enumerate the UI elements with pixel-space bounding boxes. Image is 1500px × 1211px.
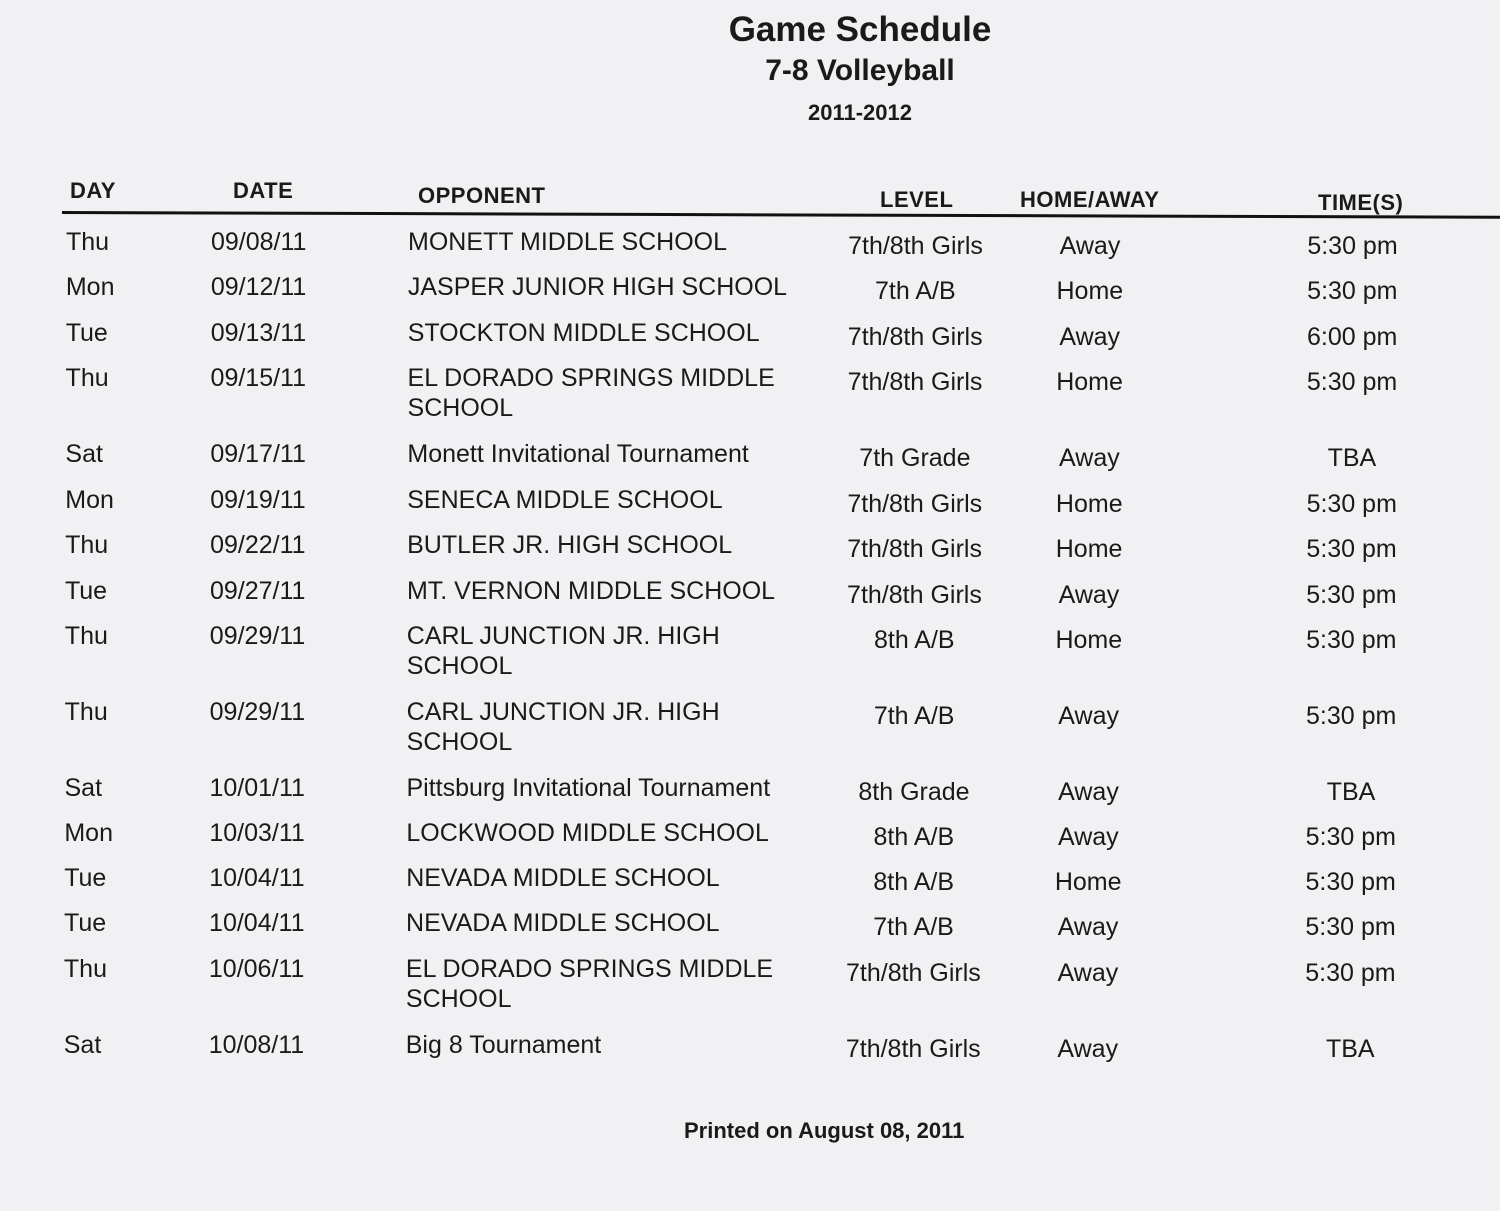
column-header-home-away: HOME/AWAY (1020, 187, 1160, 212)
row-opponent: SENECA MIDDLE SCHOOL (407, 486, 723, 514)
column-header-day: DAY (70, 178, 116, 203)
row-home-away: Home (1056, 368, 1123, 396)
row-opponent: STOCKTON MIDDLE SCHOOL (407, 319, 760, 347)
row-opponent: EL DORADO SPRINGS MIDDLE SCHOOL (405, 955, 774, 1013)
row-time: 6:00 pm (1307, 323, 1398, 351)
column-header-date: DATE (233, 178, 294, 203)
row-opponent: MONETT MIDDLE SCHOOL (408, 228, 728, 256)
row-day: Tue (64, 577, 108, 605)
season-label: 2011-2012 (808, 100, 912, 125)
row-opponent: CARL JUNCTION JR. HIGH SCHOOL (406, 622, 720, 680)
row-day: Tue (64, 864, 107, 892)
row-date: 09/19/11 (210, 486, 306, 514)
row-home-away: Home (1054, 868, 1122, 896)
row-time: 5:30 pm (1305, 702, 1397, 730)
row-date: 09/12/11 (210, 273, 307, 301)
row-date: 10/04/11 (209, 909, 305, 937)
row-day: Tue (65, 319, 108, 347)
row-level: 8th Grade (858, 778, 970, 806)
row-level: 7th A/B (873, 913, 954, 941)
page-subtitle: 7-8 Volleyball (765, 54, 955, 87)
row-date: 10/06/11 (208, 955, 305, 983)
row-time: TBA (1327, 444, 1377, 472)
row-home-away: Home (1055, 535, 1123, 563)
row-home-away: Away (1057, 1035, 1119, 1063)
row-time: TBA (1325, 1035, 1375, 1063)
row-home-away: Away (1058, 581, 1120, 609)
row-home-away: Away (1057, 913, 1119, 941)
row-date: 10/08/11 (208, 1031, 305, 1059)
row-home-away: Home (1056, 277, 1124, 305)
row-opponent: JASPER JUNIOR HIGH SCHOOL (407, 273, 788, 301)
column-header-level: LEVEL (880, 187, 954, 212)
row-day: Mon (65, 486, 114, 514)
row-level: 7th/8th Girls (847, 535, 982, 563)
row-level: 7th A/B (873, 702, 955, 730)
row-opponent: EL DORADO SPRINGS MIDDLE SCHOOL (407, 364, 775, 422)
row-date: 10/04/11 (209, 864, 305, 892)
row-opponent: Big 8 Tournament (405, 1031, 602, 1059)
row-time: 5:30 pm (1305, 868, 1396, 896)
row-day: Sat (63, 1031, 102, 1059)
row-date: 09/08/11 (211, 228, 307, 256)
row-date: 09/27/11 (209, 577, 306, 605)
column-header-opponent: OPPONENT (418, 183, 546, 208)
row-day: Thu (64, 698, 108, 726)
row-day: Mon (65, 273, 115, 301)
row-level: 7th/8th Girls (847, 323, 983, 351)
page-title: Game Schedule (728, 10, 992, 49)
row-time: 5:30 pm (1305, 913, 1396, 941)
row-day: Tue (64, 909, 107, 937)
row-level: 7th/8th Girls (846, 959, 981, 987)
row-home-away: Home (1055, 626, 1123, 654)
row-level: 7th/8th Girls (847, 368, 983, 396)
row-time: 5:30 pm (1307, 277, 1398, 305)
row-time: 5:30 pm (1306, 626, 1397, 654)
row-date: 09/17/11 (210, 440, 306, 468)
row-home-away: Away (1057, 959, 1119, 987)
row-opponent: NEVADA MIDDLE SCHOOL (406, 909, 720, 937)
row-date: 10/01/11 (209, 774, 305, 802)
row-home-away: Away (1058, 823, 1119, 851)
row-level: 7th/8th Girls (847, 581, 982, 609)
row-home-away: Away (1058, 702, 1119, 730)
row-level: 7th/8th Girls (845, 1035, 981, 1063)
row-time: 5:30 pm (1306, 535, 1397, 563)
row-day: Mon (64, 819, 113, 847)
row-opponent: CARL JUNCTION JR. HIGH SCHOOL (406, 698, 720, 756)
row-home-away: Away (1059, 232, 1121, 260)
row-time: 5:30 pm (1305, 959, 1396, 987)
row-time: 5:30 pm (1307, 232, 1398, 260)
row-time: 5:30 pm (1306, 490, 1397, 518)
row-level: 8th A/B (873, 868, 954, 896)
row-day: Thu (65, 364, 109, 392)
row-opponent: LOCKWOOD MIDDLE SCHOOL (406, 819, 769, 847)
row-home-away: Away (1059, 323, 1121, 351)
row-date: 09/29/11 (209, 622, 306, 650)
row-day: Thu (63, 955, 107, 983)
row-day: Thu (65, 531, 109, 559)
row-date: 09/29/11 (209, 698, 306, 726)
row-home-away: Home (1055, 490, 1123, 518)
row-level: 8th A/B (873, 626, 955, 654)
row-home-away: Away (1058, 778, 1119, 806)
row-date: 09/15/11 (210, 364, 307, 392)
row-opponent: NEVADA MIDDLE SCHOOL (406, 864, 720, 892)
row-opponent: MT. VERNON MIDDLE SCHOOL (406, 577, 776, 605)
row-time: 5:30 pm (1306, 581, 1397, 609)
row-time: TBA (1326, 778, 1376, 806)
row-level: 7th A/B (875, 277, 956, 305)
row-level: 7th/8th Girls (847, 490, 983, 518)
row-date: 09/13/11 (210, 319, 307, 347)
row-opponent: Monett Invitational Tournament (407, 440, 749, 468)
row-opponent: Pittsburg Invitational Tournament (406, 774, 771, 802)
row-level: 8th A/B (873, 823, 955, 851)
row-level: 7th Grade (859, 444, 971, 472)
row-opponent: BUTLER JR. HIGH SCHOOL (407, 531, 733, 559)
row-home-away: Away (1059, 444, 1120, 472)
column-header-times: TIME(S) (1318, 190, 1404, 215)
row-time: 5:30 pm (1305, 823, 1397, 851)
row-day: Sat (65, 440, 103, 468)
row-date: 09/22/11 (210, 531, 306, 559)
row-date: 10/03/11 (209, 819, 305, 847)
row-time: 5:30 pm (1306, 368, 1398, 396)
row-day: Thu (64, 622, 108, 650)
printed-date: Printed on August 08, 2011 (684, 1118, 965, 1143)
row-level: 7th/8th Girls (848, 232, 983, 260)
row-day: Sat (64, 774, 103, 802)
row-day: Thu (66, 228, 110, 256)
